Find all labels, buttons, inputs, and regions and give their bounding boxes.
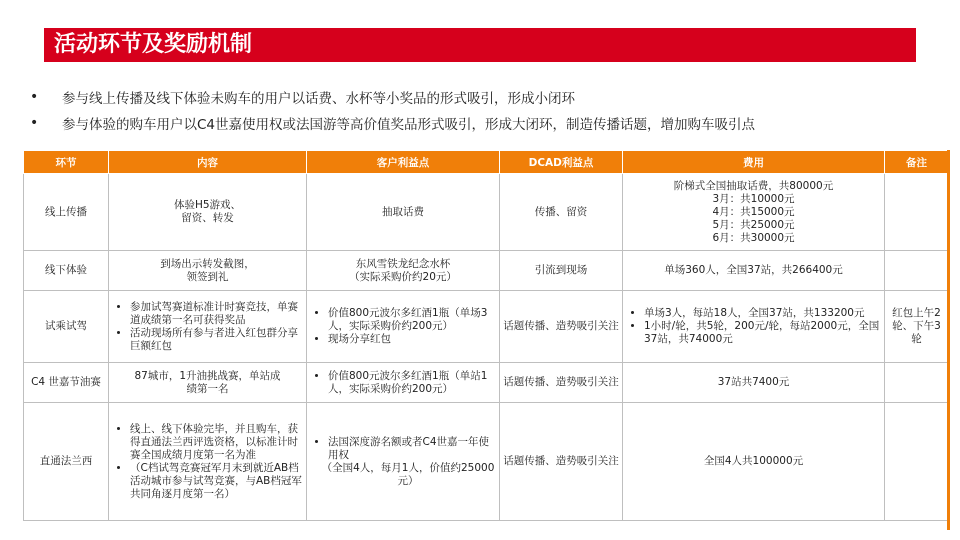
page-title: 活动环节及奖励机制 [44, 28, 916, 62]
list-item: • 单场3人，每站18人，全国37站，共133200元 [644, 307, 881, 320]
list-item: • 法国深度游名额或者C4世嘉一年使用权 [328, 436, 496, 462]
header-customer-benefit: 客户利益点 [307, 151, 500, 174]
table-row [24, 174, 949, 251]
stage-cell: C4 世嘉节油赛 [24, 363, 109, 403]
customer-benefit-cell [307, 363, 500, 403]
header-stage: 环节 [24, 151, 109, 174]
list-item: • 价值800元波尔多红酒1瓶（单场3人，实际采购价约200元） [328, 307, 496, 333]
customer-benefit-cell [307, 403, 500, 521]
customer-benefit-cell [307, 251, 500, 291]
cost-cell: 37站共7400元 [623, 363, 885, 403]
cost-cell: 全国4人共100000元 [623, 403, 885, 521]
bullet-list [30, 84, 930, 136]
cost-list [626, 307, 881, 346]
cell-line: 到场出示转发截图， [160, 257, 255, 270]
note-cell [885, 251, 949, 291]
table-row [24, 251, 949, 291]
content-cell [109, 291, 307, 363]
list-item: • 活动现场所有参与者进入红包群分享巨额红包 [130, 327, 303, 353]
customer-list [310, 370, 496, 396]
cell-line: （全国4人，每月1人，价值约25000元） [321, 461, 495, 487]
dcad-benefit-cell: 话题传播、造势吸引关注 [500, 403, 623, 521]
list-item: • （C档试驾竞赛冠军月末到就近AB档活动城市参与试驾竞赛，与AB档冠军共同角逐月度第一名） [130, 462, 303, 501]
list-item: • 参加试驾赛道标准计时赛竞技，单赛道成绩第一名可获得奖品 [130, 301, 303, 327]
dcad-benefit-cell: 引流到现场 [500, 251, 623, 291]
cell-line: 阶梯式全国抽取话费，共80000元 [673, 179, 834, 192]
cost-cell [623, 291, 885, 363]
customer-list [310, 436, 496, 462]
customer-benefit-cell [307, 291, 500, 363]
customer-list [310, 307, 496, 346]
note-cell [885, 174, 949, 251]
cell-line: 留资、转发 [181, 212, 234, 224]
stage-cell: 线下体验 [24, 251, 109, 291]
bullet-item [30, 84, 930, 110]
note-cell: 红包上午2轮、下午3轮 [885, 291, 949, 363]
list-item: • 1小时/轮，共5轮，200元/轮，每站2000元，全国37站，共74000元 [644, 320, 881, 346]
content-cell [109, 174, 307, 251]
bullet-text: 参与线上传播及线下体验未购车的用户以话费、水杯等小奖品的形式吸引，形成小闭环 [62, 91, 575, 107]
table-row [24, 403, 949, 521]
stage-cell: 试乘试驾 [24, 291, 109, 363]
table-row [24, 363, 949, 403]
dcad-benefit-cell: 话题传播、造势吸引关注 [500, 363, 623, 403]
dcad-benefit-cell: 话题传播、造势吸引关注 [500, 291, 623, 363]
cell-line: 东风雪铁龙纪念水杯 [355, 257, 451, 270]
cell-line: 3月：共10000元 [712, 192, 795, 205]
list-item: • 现场分享红包 [328, 333, 496, 346]
note-cell [885, 403, 949, 521]
content-cell [109, 403, 307, 521]
header-content: 内容 [109, 151, 307, 174]
table-header-row [24, 151, 949, 174]
content-cell [109, 251, 307, 291]
cell-line: （实际采购价约20元） [349, 270, 457, 283]
header-cost: 费用 [623, 151, 885, 174]
list-item: • 价值800元波尔多红酒1瓶（单站1人，实际采购价约200元） [328, 370, 496, 396]
dcad-benefit-cell: 传播、留资 [500, 174, 623, 251]
cost-cell [623, 174, 885, 251]
cell-line: 领签到礼 [186, 270, 229, 283]
customer-benefit-cell: 抽取话费 [307, 174, 500, 251]
stage-cell: 线上传播 [24, 174, 109, 251]
cost-cell: 单场360人，全国37站，共266400元 [623, 251, 885, 291]
cell-line: 体验H5游戏、 [173, 199, 242, 211]
cell-line: 6月：共30000元 [712, 231, 795, 244]
bullet-item [30, 110, 930, 136]
bullet-dot-icon: • [30, 115, 39, 131]
cell-line: 87城市，1升油挑战赛，单站成 [134, 369, 281, 382]
bullet-dot-icon: • [30, 89, 39, 105]
content-list [112, 423, 303, 501]
header-note: 备注 [885, 151, 949, 174]
cell-line: 5月：共25000元 [712, 218, 795, 231]
table-row [24, 291, 949, 363]
header-dcad-benefit: DCAD利益点 [500, 151, 623, 174]
reward-table [23, 150, 949, 521]
stage-cell: 直通法兰西 [24, 403, 109, 521]
cell-line: 4月：共15000元 [712, 205, 795, 218]
bullet-text: 参与体验的购车用户以C4世嘉使用权或法国游等高价值奖品形式吸引，形成大闭环，制造传播话题，增加购车吸引点 [62, 117, 756, 133]
list-item: • 线上、线下体验完毕，并且购车，获得直通法兰西评选资格，以标准计时赛全国成绩月度第一名为准 [130, 423, 303, 462]
cell-line: 绩第一名 [186, 382, 229, 395]
content-list [112, 301, 303, 353]
note-cell [885, 363, 949, 403]
content-cell [109, 363, 307, 403]
decorative-edge [947, 150, 950, 530]
